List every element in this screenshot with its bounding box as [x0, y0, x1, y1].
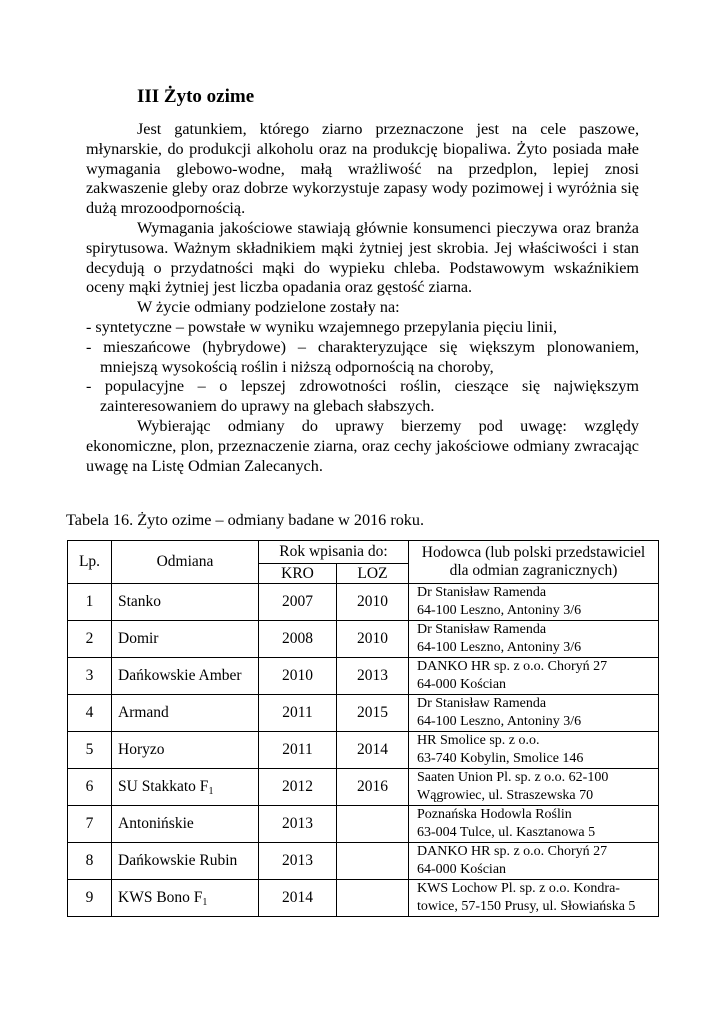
header-kro: KRO	[259, 564, 337, 584]
cell-breeder	[409, 806, 659, 843]
cell-breeder	[409, 880, 659, 917]
cell-lp: 6	[68, 769, 112, 806]
cell-lp: 9	[68, 880, 112, 917]
breeder-line-2: 64-100 Leszno, Antoniny 3/6	[417, 603, 582, 618]
header-variety: Odmiana	[112, 541, 259, 584]
variety-name: KWS Bono F	[118, 889, 203, 906]
variety-name: Dańkowskie Amber	[118, 667, 242, 684]
breeder-line-1: Dr Stanisław Ramenda	[417, 696, 547, 711]
cell-lp: 8	[68, 843, 112, 880]
paragraph-4: Wybierając odmiany do uprawy bierzemy pod uwagę: względy ekonomiczne, plon, przeznaczenie ziarna, oraz cechy jakościowe odmiany zwracając uwagę na Listę Odmian Zalecanych.	[86, 416, 639, 475]
breeder-line-2: 64-100 Leszno, Antoniny 3/6	[417, 640, 582, 655]
cell-lp: 3	[68, 658, 112, 695]
cell-loz: 2010	[337, 621, 409, 658]
cell-loz: 2013	[337, 658, 409, 695]
cell-loz: 2014	[337, 732, 409, 769]
breeder-line-2: Wągrowiec, ul. Straszewska 70	[417, 788, 594, 803]
cell-loz: 2015	[337, 695, 409, 732]
variety-name: Horyzo	[118, 741, 165, 758]
table-row	[68, 732, 659, 769]
breeder-line-1: DANKO HR sp. z o.o. Choryń 27	[417, 844, 608, 859]
cell-breeder	[409, 695, 659, 732]
variety-name: Antonińskie	[118, 815, 194, 832]
breeder-line-2: 64-100 Leszno, Antoniny 3/6	[417, 714, 582, 729]
cell-kro: 2008	[259, 621, 337, 658]
paragraph-2: Wymagania jakościowe stawiają głównie konsumenci pieczywa oraz branża spirytusowa. Ważnym składnikiem mąki żytniej jest skrobia. Jej właściwości i stan decydują o przydatności mąki do wypieku chleba. Podstawowym wskaźnikiem oceny mąki żytniej jest liczba opadania oraz gęstość ziarna.	[86, 218, 639, 297]
section-body	[86, 120, 639, 476]
breeder-line-2: 64-000 Kościan	[417, 677, 507, 692]
table-row	[68, 621, 659, 658]
cell-variety	[112, 695, 259, 732]
cell-lp: 2	[68, 621, 112, 658]
cell-loz	[337, 806, 409, 843]
table-row	[68, 584, 659, 621]
breeder-line-2: towice, 57-150 Prusy, ul. Słowiańska 5	[417, 899, 636, 914]
header-loz: LOZ	[337, 564, 409, 584]
variety-subscript: 1	[208, 786, 214, 797]
cell-kro: 2011	[259, 732, 337, 769]
cell-variety	[112, 584, 259, 621]
breeder-line-2: 63-004 Tulce, ul. Kasztanowa 5	[417, 825, 596, 840]
table-body	[68, 584, 659, 917]
cell-kro: 2010	[259, 658, 337, 695]
cell-variety	[112, 621, 259, 658]
cell-kro: 2014	[259, 880, 337, 917]
cell-kro: 2007	[259, 584, 337, 621]
header-lp: Lp.	[68, 541, 112, 584]
cell-kro: 2012	[259, 769, 337, 806]
varieties-table	[67, 540, 659, 917]
cell-variety	[112, 843, 259, 880]
cell-breeder	[409, 658, 659, 695]
cell-kro: 2013	[259, 843, 337, 880]
table-row	[68, 769, 659, 806]
table-row	[68, 880, 659, 917]
cell-loz	[337, 843, 409, 880]
cell-loz: 2010	[337, 584, 409, 621]
cell-breeder	[409, 584, 659, 621]
cell-variety	[112, 806, 259, 843]
breeder-line-1: Dr Stanisław Ramenda	[417, 622, 547, 637]
cell-variety	[112, 880, 259, 917]
header-year-group: Rok wpisania do:	[259, 541, 409, 564]
cell-loz	[337, 880, 409, 917]
header-breeder: Hodowca (lub polski przedstawiciel dla odmian zagranicznych)	[409, 541, 659, 584]
cell-lp: 4	[68, 695, 112, 732]
breeder-line-1: DANKO HR sp. z o.o. Choryń 27	[417, 659, 608, 674]
list-item-population: - populacyjne – o lepszej zdrowotności roślin, cieszące się największym zainteresowaniem do uprawy na glebach słabszych.	[86, 377, 639, 416]
variety-name: SU Stakkato F	[118, 778, 209, 795]
cell-variety	[112, 658, 259, 695]
cell-lp: 5	[68, 732, 112, 769]
list-item-synthetic: - syntetyczne – powstałe w wyniku wzajemnego przepylania pięciu linii,	[86, 317, 558, 336]
breeder-line-1: KWS Lochow Pl. sp. z o.o. Kondra-	[417, 881, 620, 896]
cell-kro: 2011	[259, 695, 337, 732]
breeder-line-1: Saaten Union Pl. sp. z o.o. 62-100	[417, 770, 609, 785]
cell-lp: 1	[68, 584, 112, 621]
variety-name: Domir	[118, 630, 159, 647]
cell-breeder	[409, 843, 659, 880]
table-row	[68, 695, 659, 732]
table-row	[68, 843, 659, 880]
cell-lp: 7	[68, 806, 112, 843]
table-header-row	[68, 541, 659, 564]
paragraph-3: W życie odmiany podzielone zostały na:	[137, 298, 400, 317]
list-item-hybrid: - mieszańcowe (hybrydowe) – charakteryzujące się większym plonowaniem, mniejszą wysokością roślin i niższą odpornością na choroby,	[86, 337, 639, 376]
table-caption: Tabela 16. Żyto ozime – odmiany badane w 2016 roku.	[66, 511, 425, 529]
section-heading: III Żyto ozime	[137, 86, 255, 107]
cell-breeder	[409, 769, 659, 806]
variety-name: Stanko	[118, 593, 162, 610]
cell-loz: 2016	[337, 769, 409, 806]
table-row	[68, 658, 659, 695]
cell-breeder	[409, 732, 659, 769]
breeder-line-2: 64-000 Kościan	[417, 862, 507, 877]
table-row	[68, 806, 659, 843]
variety-subscript: 1	[202, 897, 208, 908]
cell-variety	[112, 769, 259, 806]
variety-name: Dańkowskie Rubin	[118, 852, 238, 869]
cell-kro: 2013	[259, 806, 337, 843]
cell-breeder	[409, 621, 659, 658]
breeder-line-1: HR Smolice sp. z o.o.	[417, 733, 540, 748]
breeder-line-2: 63-740 Kobylin, Smolice 146	[417, 751, 584, 766]
cell-variety	[112, 732, 259, 769]
breeder-line-1: Dr Stanisław Ramenda	[417, 585, 547, 600]
variety-name: Armand	[118, 704, 169, 721]
paragraph-1: Jest gatunkiem, którego ziarno przeznaczone jest na cele paszowe, młynarskie, do produkcji alkoholu oraz na produkcję biopaliwa. Żyto posiada małe wymagania glebowo-wodne, małą wrażliwość na przedplon, lepiej znosi zakwaszenie gleby oraz dobrze wykorzystuje zapasy wody pozimowej i wyróżnia się dużą mrozoodpornością.	[86, 120, 639, 218]
breeder-line-1: Poznańska Hodowla Roślin	[417, 807, 572, 822]
